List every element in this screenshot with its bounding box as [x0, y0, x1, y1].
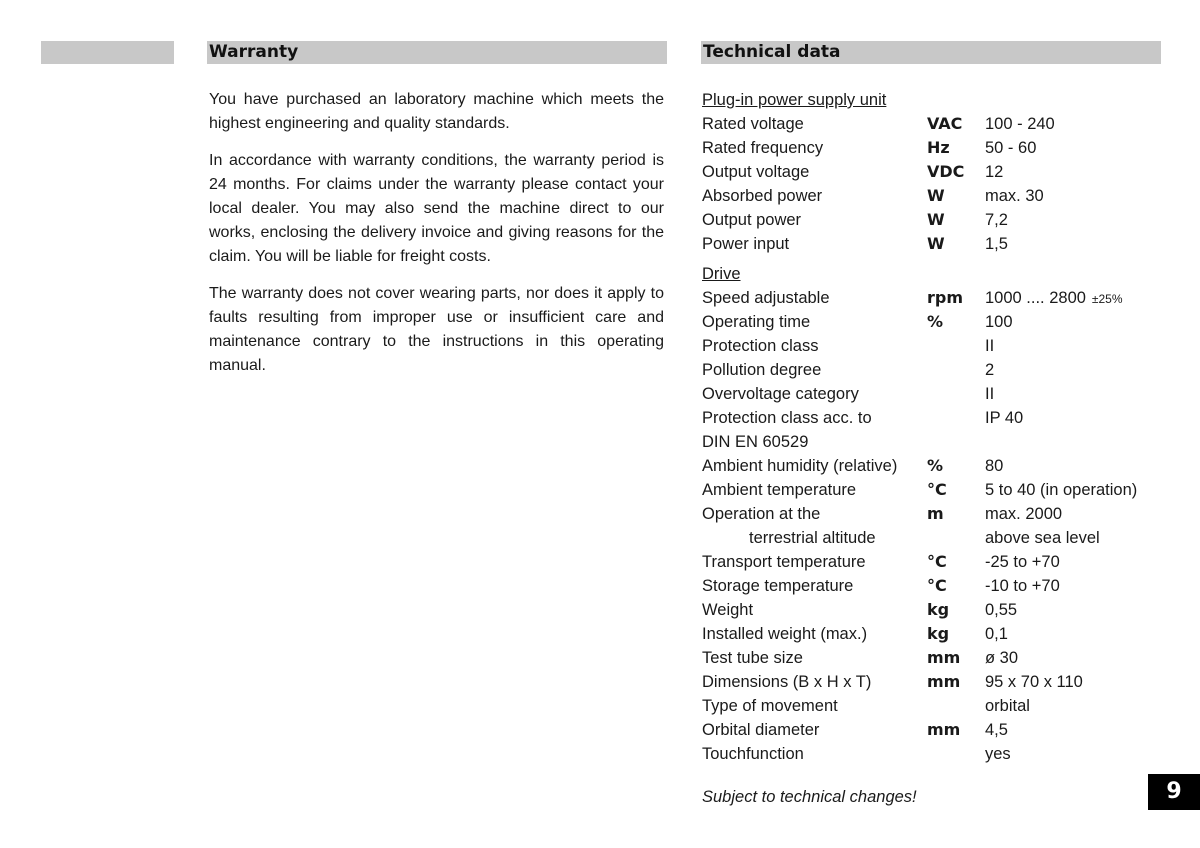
spec-unit: Hz — [927, 138, 950, 157]
footnote: Subject to technical changes! — [702, 788, 917, 806]
spec-value: max. 30 — [985, 187, 1044, 205]
spec-row — [702, 160, 1162, 184]
spec-row — [702, 718, 1162, 742]
spec-row — [702, 478, 1162, 502]
spec-unit: rpm — [927, 288, 964, 307]
spec-row — [702, 208, 1162, 232]
power-supply-rows — [702, 112, 1162, 256]
spec-value: 12 — [985, 163, 1004, 181]
spec-row — [702, 430, 1162, 454]
spec-label: Operating time — [702, 313, 811, 331]
spec-label: Storage temperature — [702, 577, 854, 595]
spec-value: -25 to +70 — [985, 553, 1060, 571]
spec-label: Protection class — [702, 337, 819, 355]
spec-unit: VAC — [927, 114, 963, 133]
spec-unit: kg — [927, 600, 950, 619]
spec-unit: kg — [927, 624, 950, 643]
spec-value: 1,5 — [985, 235, 1008, 253]
spec-unit: mm — [927, 672, 961, 691]
spec-row — [702, 646, 1162, 670]
spec-row — [702, 502, 1162, 526]
spec-unit: °C — [927, 576, 947, 595]
spec-label: Ambient humidity (relative) — [702, 457, 898, 475]
left-margin-bar — [41, 41, 174, 64]
spec-label: Absorbed power — [702, 187, 823, 205]
spec-label: Transport temperature — [702, 553, 866, 571]
spec-row — [702, 358, 1162, 382]
spec-label: Installed weight (max.) — [702, 625, 868, 643]
spec-label: Test tube size — [702, 649, 803, 667]
spec-value: II — [985, 385, 995, 403]
spec-unit: mm — [927, 648, 961, 667]
spec-value: yes — [985, 745, 1011, 763]
spec-row — [702, 550, 1162, 574]
spec-row — [702, 526, 1162, 550]
spec-label: Output power — [702, 211, 802, 229]
spec-row — [702, 574, 1162, 598]
spec-value: 4,5 — [985, 721, 1008, 739]
spec-unit: m — [927, 504, 944, 523]
spec-unit: W — [927, 234, 945, 253]
spec-label: Ambient temperature — [702, 481, 857, 499]
spec-label: Operation at the — [702, 505, 821, 523]
spec-value: 80 — [985, 457, 1004, 475]
spec-row — [702, 670, 1162, 694]
spec-value: II — [985, 337, 995, 355]
spec-label: Type of movement — [702, 697, 838, 715]
spec-value: 50 - 60 — [985, 139, 1037, 157]
spec-unit: W — [927, 186, 945, 205]
spec-label: Weight — [702, 601, 754, 619]
spec-label: Rated frequency — [702, 139, 824, 157]
spec-label: Output voltage — [702, 163, 810, 181]
spec-label: Protection class acc. to — [702, 409, 872, 427]
technical-data-heading: Technical data — [701, 41, 1161, 64]
spec-unit: °C — [927, 552, 947, 571]
spec-label: terrestrial altitude — [749, 529, 876, 547]
spec-value: IP 40 — [985, 409, 1024, 427]
spec-row — [702, 112, 1162, 136]
spec-unit: % — [927, 312, 944, 331]
spec-value — [985, 286, 1123, 311]
spec-value: 100 — [985, 313, 1013, 331]
spec-value: above sea level — [985, 529, 1100, 547]
spec-row — [702, 598, 1162, 622]
spec-label: Rated voltage — [702, 115, 804, 133]
warranty-text — [209, 88, 664, 391]
spec-row-speed — [702, 286, 1162, 310]
spec-row — [702, 382, 1162, 406]
spec-unit: % — [927, 456, 944, 475]
spec-unit: VDC — [927, 162, 965, 181]
spec-value: 2 — [985, 361, 995, 379]
spec-value: max. 2000 — [985, 505, 1063, 523]
spec-row — [702, 136, 1162, 160]
spec-row — [702, 694, 1162, 718]
spec-value: ø 30 — [985, 649, 1019, 667]
page-number: 9 — [1148, 774, 1200, 810]
speed-range: 1000 .... 2800 — [985, 289, 1086, 307]
drive-rows — [702, 310, 1162, 766]
warranty-paragraph: In accordance with warranty conditions, the warranty period is 24 months. For claims under the warranty please contact your local dealer. You may also send the machine direct to our works, enclosing the delivery invoice and giving reasons for the claim. You will be liable for freight costs. — [209, 152, 664, 265]
spec-row — [702, 622, 1162, 646]
drive-title: Drive — [702, 265, 741, 283]
spec-value: 5 to 40 (in operation) — [985, 481, 1138, 499]
spec-row — [702, 406, 1162, 430]
spec-value: 100 - 240 — [985, 115, 1055, 133]
spec-value: 0,55 — [985, 601, 1018, 619]
power-supply-title: Plug-in power supply unit — [702, 91, 887, 109]
spec-value: 95 x 70 x 110 — [985, 673, 1083, 691]
spec-label: Dimensions (B x H x T) — [702, 673, 872, 691]
spec-row — [702, 454, 1162, 478]
spec-row — [702, 334, 1162, 358]
spec-value: orbital — [985, 697, 1030, 715]
spec-row — [702, 232, 1162, 256]
spec-row — [702, 184, 1162, 208]
spec-unit: mm — [927, 720, 961, 739]
spec-label: Speed adjustable — [702, 289, 830, 307]
spec-row — [702, 310, 1162, 334]
spec-label: Power input — [702, 235, 790, 253]
spec-value: -10 to +70 — [985, 577, 1060, 595]
technical-data-table — [702, 88, 1162, 766]
spec-label: Overvoltage category — [702, 385, 859, 403]
warranty-paragraph: The warranty does not cover wearing parts, nor does it apply to faults resulting from improper use or insufficient care and maintenance contrary to the instructions in this operating manual. — [209, 285, 664, 374]
spec-label: DIN EN 60529 — [702, 433, 809, 451]
spec-value: 7,2 — [985, 211, 1008, 229]
spec-unit: °C — [927, 480, 947, 499]
spec-label: Orbital diameter — [702, 721, 820, 739]
spec-value: 0,1 — [985, 625, 1008, 643]
spec-label: Pollution degree — [702, 361, 822, 379]
spec-label: Touchfunction — [702, 745, 804, 763]
spec-unit: W — [927, 210, 945, 229]
speed-tolerance: ±25% — [1091, 292, 1123, 306]
spec-row — [702, 742, 1162, 766]
warranty-heading: Warranty — [207, 41, 667, 64]
warranty-paragraph: You have purchased an laboratory machine which meets the highest engineering and quality standards. — [209, 91, 664, 132]
